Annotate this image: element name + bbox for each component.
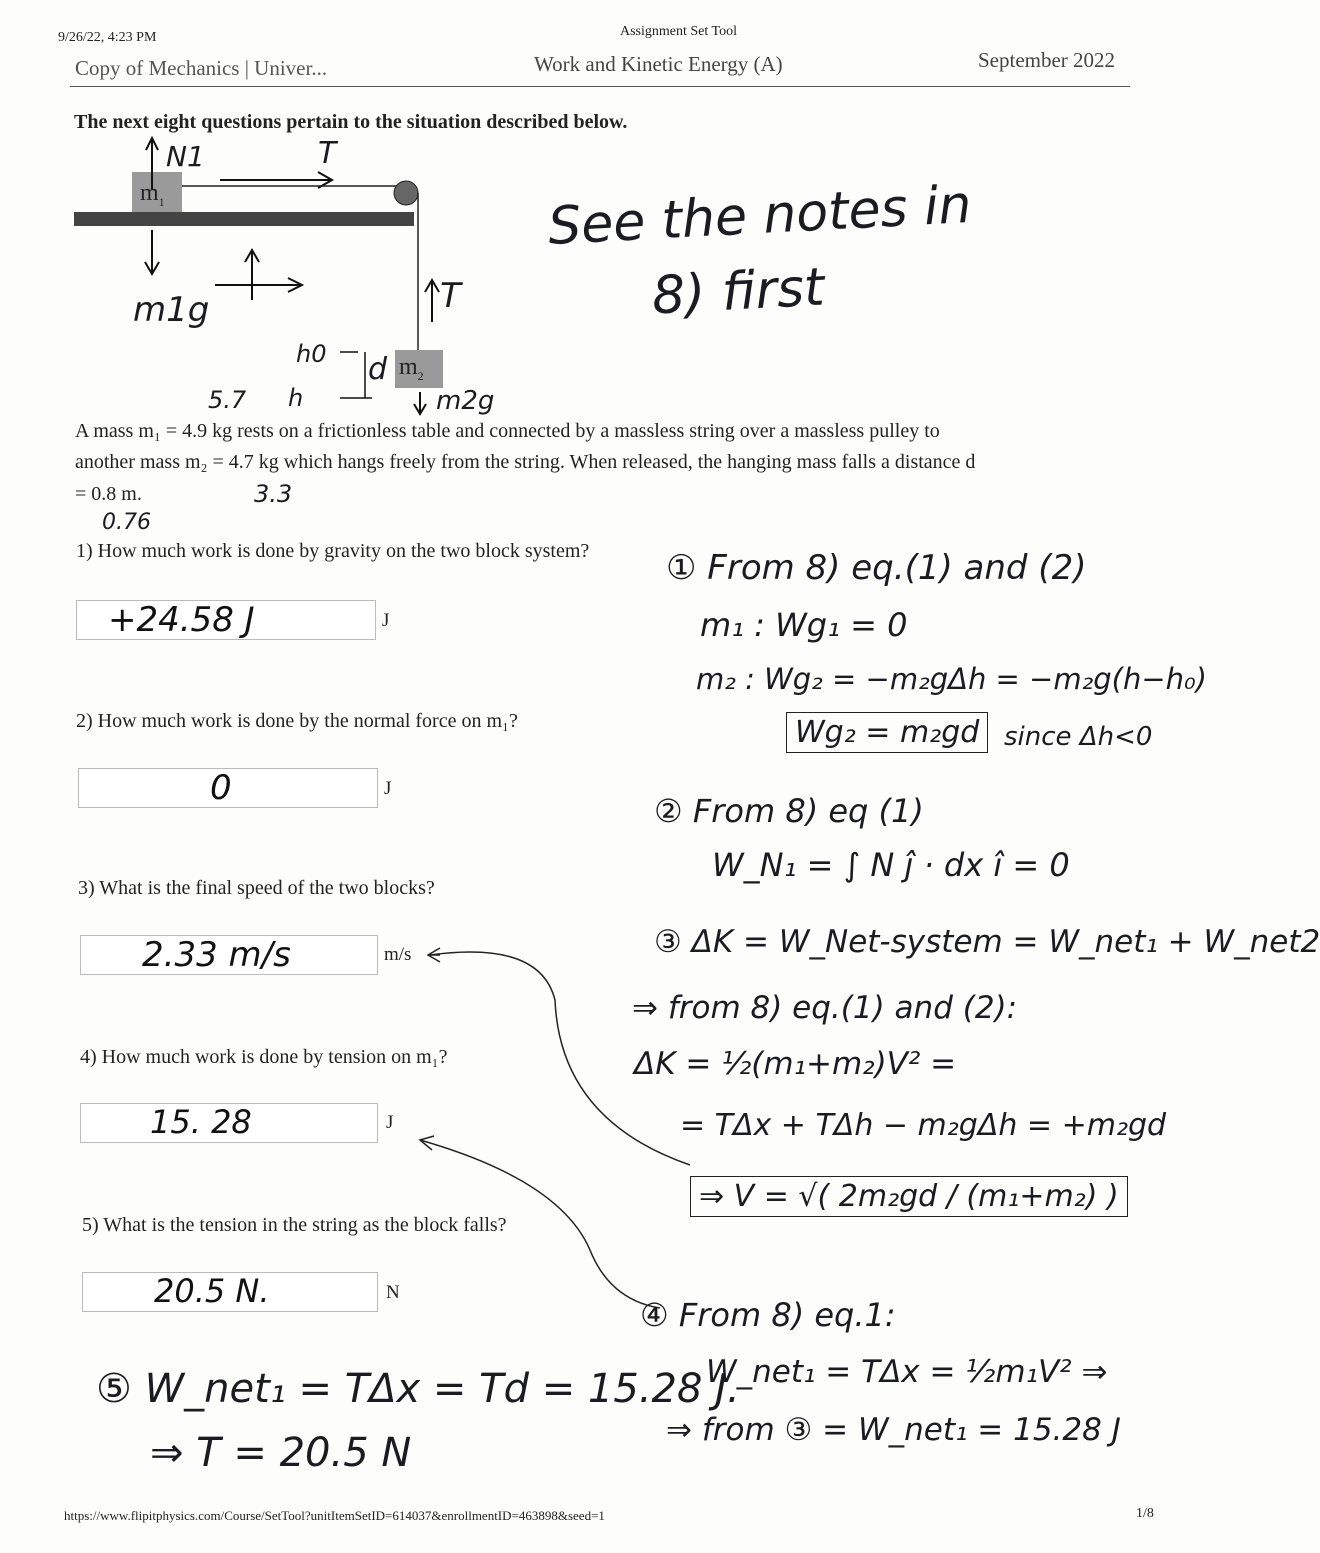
problem-line-3: = 0.8 m. (75, 483, 142, 505)
problem-line-1: A mass m₁ = 4.9 kg rests on a frictionless table and connected by a massless string over a massless pulley to (75, 420, 940, 442)
note-5-tension: ⇒ T = 20.5 N (150, 1430, 412, 1476)
note-3-delta-k: ΔK = ½(m₁+m₂)V² = (634, 1046, 957, 1082)
answer-5-value: 20.5 N. (154, 1272, 270, 1310)
answer-3-value: 2.33 m/s (142, 935, 291, 975)
tension-top-label: T (318, 136, 337, 171)
tension-side-label: T (440, 276, 461, 316)
note-5-wnet: ⑤ W_net₁ = TΔx = Td = 15.28 J. (96, 1366, 740, 1412)
course-title: Copy of Mechanics | Univer... (75, 56, 328, 80)
page-number: 1/8 (1136, 1506, 1154, 1521)
answer-1-value: +24.58 J (108, 600, 255, 640)
note-1-m2: m₂ : Wg₂ = −m₂gΔh = −m₂g(h−h₀) (696, 662, 1207, 696)
question-2: 2) How much work is done by the normal force on m₁? (76, 710, 518, 732)
assignment-title: Work and Kinetic Energy (A) (534, 52, 783, 76)
d-label: d (368, 352, 388, 387)
header-date: September 2022 (978, 48, 1116, 72)
note-1-heading: ① From 8) eq.(1) and (2) (666, 548, 1087, 588)
note-3-speed-formula: ⇒ V = √( 2m₂gd / (m₁+m₂) ) (690, 1176, 1128, 1217)
answer-4-value: 15. 28 (150, 1103, 252, 1141)
intro-text: The next eight questions pertain to the situation described below. (74, 111, 628, 133)
question-3: 3) What is the final speed of the two blocks? (78, 877, 435, 899)
answer-5-unit: N (386, 1282, 400, 1303)
print-timestamp: 9/26/22, 4:23 PM (58, 30, 157, 45)
edit-m2-value: 3.3 (254, 480, 293, 508)
question-5: 5) What is the tension in the string as the block falls? (82, 1214, 507, 1236)
answer-2-unit: J (384, 778, 392, 799)
answer-2-value: 0 (210, 768, 232, 808)
h0-label: h0 (296, 340, 327, 368)
note-1-m1: m₁ : Wg₁ = 0 (700, 606, 908, 644)
problem-line-2: another mass m₂ = 4.7 kg which hangs freely from the string. When released, the hanging mass falls a distance d (75, 451, 976, 473)
m2-label: $m_2$ (399, 354, 424, 383)
note-4-wnet: W_net₁ = TΔx = ½m₁V² ⇒ (706, 1354, 1108, 1390)
m2g-label: m2g (436, 386, 495, 416)
note-3-from: ⇒ from 8) eq.(1) and (2): (632, 990, 1018, 1026)
note-3-heading: ③ ΔK = W_Net-system = W_net₁ + W_net2 (654, 924, 1320, 960)
question-1: 1) How much work is done by gravity on the two block system? (76, 540, 590, 562)
edit-d-value: 0.76 (102, 510, 151, 535)
first-handnote: 8) first (650, 257, 826, 327)
question-4: 4) How much work is done by tension on m₁? (80, 1046, 448, 1068)
note-1-result: Wg₂ = m₂gd (786, 712, 988, 753)
footer-url: https://www.flipitphysics.com/Course/SetTool?unitItemSetID=614037&enrollmentID=463898&seed=1 (64, 1508, 605, 1523)
tool-name: Assignment Set Tool (620, 24, 737, 39)
answer-1-unit: J (382, 610, 390, 631)
h-label: h (288, 384, 304, 412)
note-4-heading: ④ From 8) eq.1: (640, 1296, 896, 1334)
m1g-label: m1g (133, 290, 210, 330)
m1-label: $m_1$ (140, 180, 165, 209)
note-2-heading: ② From 8) eq (1) (654, 792, 924, 830)
note-1-reason: since Δh<0 (1004, 722, 1153, 752)
answer-4-unit: J (386, 1112, 394, 1133)
note-4-result: ⇒ from ③ = W_net₁ = 15.28 J (666, 1412, 1121, 1448)
see-notes-handnote: See the notes in (546, 174, 973, 258)
note-3-expansion: = TΔx + TΔh − m₂gΔh = +m₂gd (680, 1108, 1167, 1143)
note-2-normal-work: W_N₁ = ∫ N ĵ · dx î = 0 (712, 846, 1070, 884)
edit-m1-value: 5.7 (208, 386, 247, 414)
answer-3-unit: m/s (384, 944, 412, 965)
n1-label: N1 (166, 140, 205, 173)
